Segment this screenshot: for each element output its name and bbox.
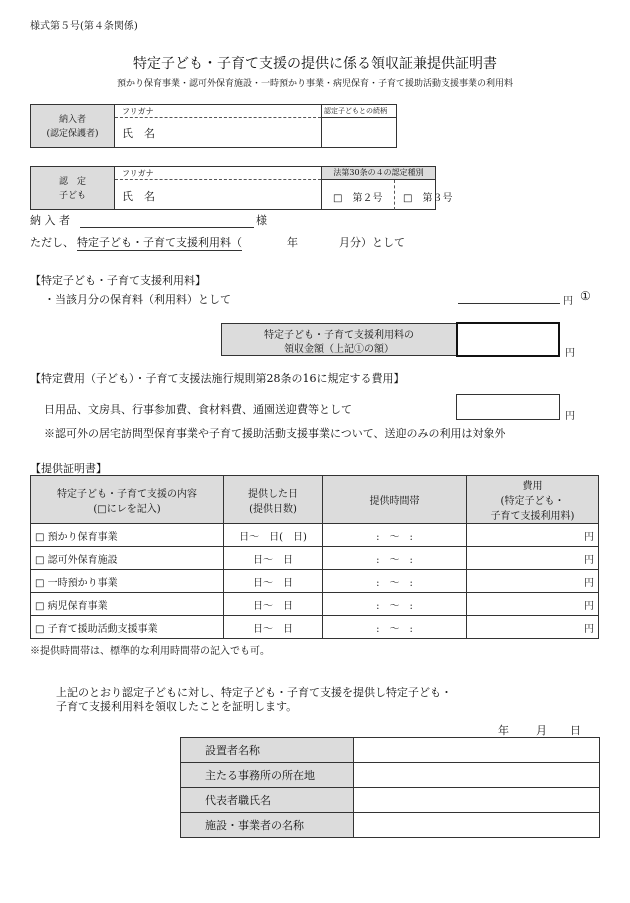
issuer-row: [181, 763, 600, 788]
date-header-2: (提供日数): [249, 503, 297, 515]
section2-item: 日用品、文房具、行事参加費、食材料費、通園送迎費等として: [44, 403, 352, 416]
date-cell[interactable]: 日～ 日: [224, 593, 323, 616]
fee-header: [467, 476, 599, 524]
content-header-1: 特定子ども・子育て支援の内容: [57, 488, 197, 500]
fee-header-1: 費用: [522, 481, 543, 492]
relation-field[interactable]: [322, 118, 396, 147]
total-label-1: 特定子ども・子育て支援利用料の: [264, 330, 414, 341]
section3-note: ※提供時間帯は、標準的な利用時間帯の記入でも可。: [30, 646, 270, 657]
provision-header-row: [31, 476, 599, 524]
section1-item: ・当該月分の保育料（利用料）として: [44, 293, 231, 306]
total-label-2: 領収金額（上記①の額）: [284, 344, 394, 355]
fee-cell[interactable]: 円: [467, 570, 599, 593]
specific-cost-field[interactable]: [456, 394, 560, 420]
child-label-1: 認 定: [58, 177, 86, 187]
child-type-option-3[interactable]: □ 第３号: [403, 193, 453, 204]
issuer-table: [180, 737, 600, 838]
service-cell[interactable]: □ 子育て援助活動支援事業: [31, 616, 224, 639]
service-cell[interactable]: □ 病児保育事業: [31, 593, 224, 616]
issuer-label: 主たる事務所の所在地: [181, 763, 354, 788]
child-type-divider: [394, 180, 395, 210]
total-yen: 円: [565, 348, 575, 359]
fee-cell[interactable]: 円: [467, 524, 599, 547]
issuer-label: 代表者職氏名: [181, 788, 354, 813]
content-header: [31, 476, 224, 524]
proviso-year: 年: [287, 236, 298, 249]
table-row: [31, 593, 599, 616]
relation-label: 認定子どもとの続柄: [324, 107, 387, 115]
form-number: 様式第５号(第４条関係): [30, 21, 138, 32]
payee-honorific: 様: [256, 214, 267, 227]
proviso-prefix: ただし、: [30, 236, 74, 249]
total-amount-field[interactable]: [456, 322, 560, 357]
table-row: [31, 524, 599, 547]
date-header: [224, 476, 323, 524]
issuer-value-field[interactable]: [354, 788, 600, 813]
childcare-fee-line: [458, 303, 560, 304]
date-header-1: 提供した日: [248, 488, 298, 500]
childcare-fee-yen: 円: [563, 296, 573, 307]
payer-label-2: (認定保護者): [46, 129, 99, 139]
date-cell[interactable]: 日～ 日: [224, 616, 323, 639]
payer-name-label: 氏 名: [122, 127, 155, 140]
time-cell[interactable]: : ～ :: [323, 547, 467, 570]
proviso-month: 月分）として: [339, 236, 405, 249]
date-cell[interactable]: 日～ 日: [224, 547, 323, 570]
date-cell[interactable]: 日～ 日( 日): [224, 524, 323, 547]
fee-cell[interactable]: 円: [467, 593, 599, 616]
document-title: 特定子ども・子育て支援の提供に係る領収証兼提供証明書: [133, 56, 497, 72]
issuer-label: 設置者名称: [181, 738, 354, 763]
child-type-label: 法第30条の４の認定種別: [333, 168, 424, 177]
issuer-value-field[interactable]: [354, 813, 600, 838]
section3-heading: 【提供証明書】: [30, 462, 107, 475]
time-cell[interactable]: : ～ :: [323, 570, 467, 593]
child-label-2: 子ども: [58, 191, 86, 201]
table-row: [31, 570, 599, 593]
section1-heading: 【特定子ども・子育て支援利用料】: [30, 274, 206, 287]
payee-underline: [80, 227, 254, 228]
child-name-label: 氏 名: [122, 190, 155, 203]
payee-name-field[interactable]: [82, 212, 252, 227]
payer-furigana-label: フリガナ: [122, 107, 154, 116]
certification-line-1: 上記のとおり認定子どもに対し、特定子ども・子育て支援を提供し特定子ども・: [56, 686, 452, 699]
date-cell[interactable]: 日～ 日: [224, 570, 323, 593]
table-row: [31, 616, 599, 639]
time-cell[interactable]: : ～ :: [323, 524, 467, 547]
section2-note: ※認可外の居宅訪問型保育事業や子育て援助活動支援事業について、送迎のみの利用は対象外: [44, 427, 506, 440]
provision-table: [30, 475, 599, 639]
child-name-field[interactable]: [170, 180, 320, 209]
content-header-2: (□にレを記入): [93, 503, 161, 515]
specific-cost-yen: 円: [565, 411, 575, 422]
cert-month: 月: [536, 724, 547, 737]
payer-name-field[interactable]: [170, 118, 320, 147]
cert-year: 年: [498, 724, 509, 737]
child-type-option-2[interactable]: □ 第２号: [333, 193, 383, 204]
certification-line-2: 子育て支援利用料を領収したことを証明します。: [56, 700, 298, 713]
fee-cell[interactable]: 円: [467, 616, 599, 639]
payee-label: 納 入 者: [30, 214, 70, 227]
proviso-underlined: 特定子ども・子育て支援利用料（: [77, 236, 242, 249]
payer-label-1: 納入者: [58, 115, 86, 125]
fee-cell[interactable]: 円: [467, 547, 599, 570]
time-cell[interactable]: : ～ :: [323, 616, 467, 639]
service-cell[interactable]: □ 一時預かり事業: [31, 570, 224, 593]
document-subtitle: 預かり保育事業・認可外保育施設・一時預かり事業・病児保育・子育て援助活動支援事業の利用料: [116, 79, 513, 89]
service-cell[interactable]: □ 預かり保育事業: [31, 524, 224, 547]
issuer-row: [181, 788, 600, 813]
cert-day: 日: [570, 724, 581, 737]
issuer-value-field[interactable]: [354, 738, 600, 763]
table-row: [31, 547, 599, 570]
issuer-row: [181, 738, 600, 763]
issuer-row: [181, 813, 600, 838]
fee-header-3: 子育て支援利用料): [490, 511, 575, 522]
time-cell[interactable]: : ～ :: [323, 593, 467, 616]
section2-heading: 【特定費用（子ども）・子育て支援法施行規則第28条の16に規定する費用】: [30, 372, 405, 385]
child-furigana-label: フリガナ: [122, 169, 154, 178]
childcare-fee-field[interactable]: [458, 289, 560, 303]
issuer-label: 施設・事業者の名称: [181, 813, 354, 838]
marker-1: ①: [580, 289, 591, 303]
service-cell[interactable]: □ 認可外保育施設: [31, 547, 224, 570]
fee-header-2: (特定子ども・: [500, 496, 565, 507]
issuer-value-field[interactable]: [354, 763, 600, 788]
time-header: 提供時間帯: [323, 476, 467, 524]
